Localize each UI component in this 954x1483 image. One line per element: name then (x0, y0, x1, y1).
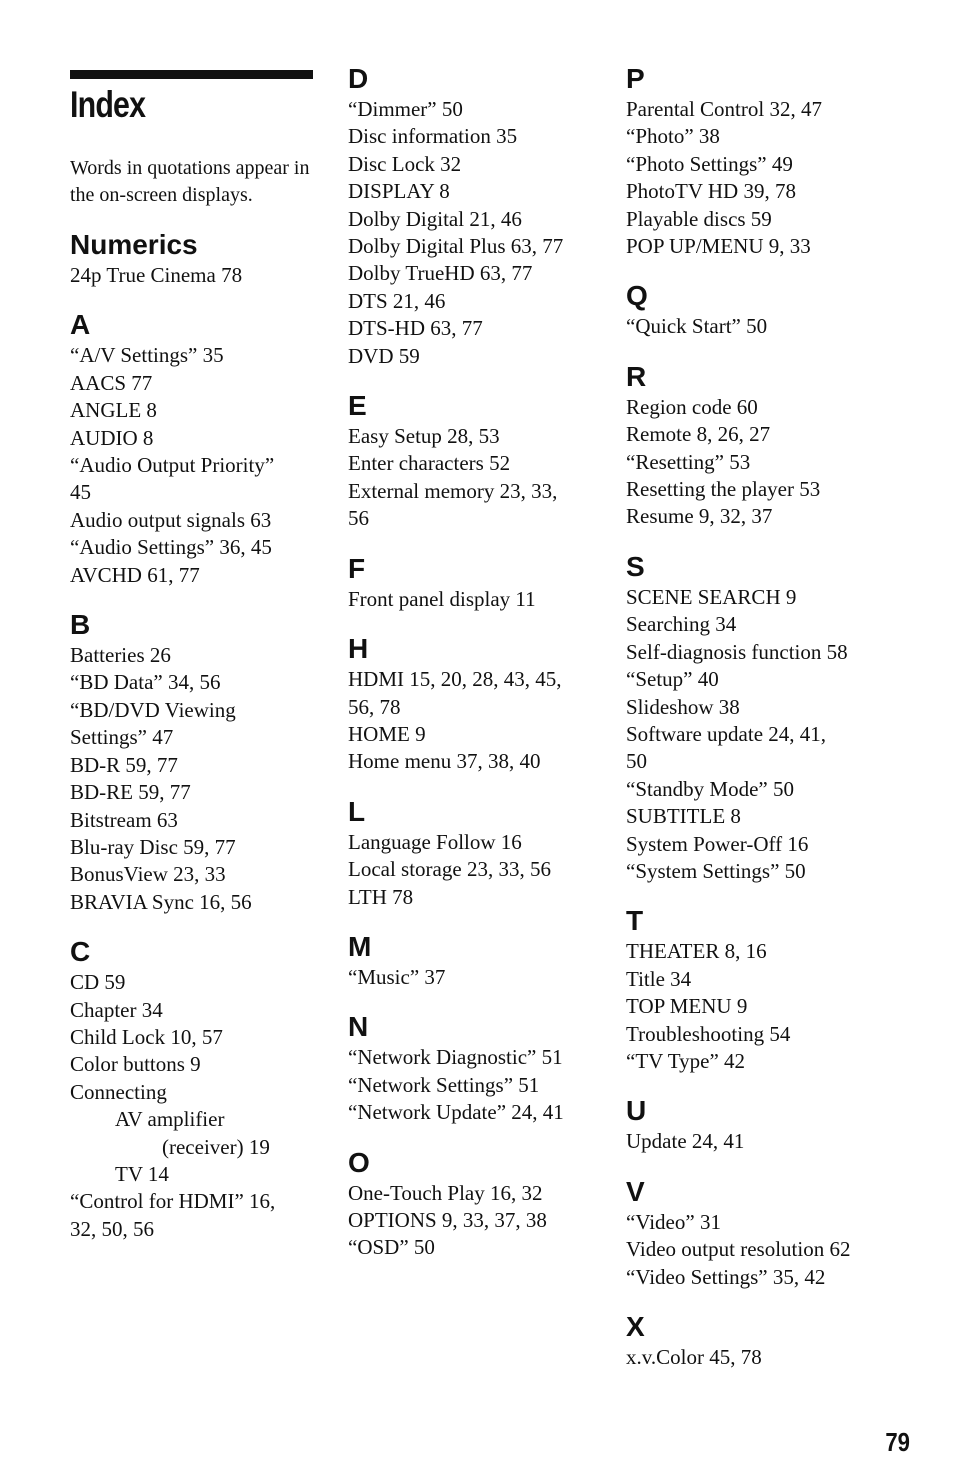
section-heading: P (626, 63, 645, 94)
section-heading: U (626, 1095, 647, 1127)
index-entry: “Standby Mode” 50 (626, 776, 794, 801)
index-entry: “Resetting” 53 (626, 449, 751, 474)
index-entry: “BD/DVD Viewing (70, 697, 236, 722)
index-entry: Disc Lock 32 (348, 151, 462, 176)
index-entry: Settings” 47 (70, 725, 174, 750)
index-entry: “Video Settings” 35, 42 (626, 1264, 826, 1289)
index-entry: TOP MENU 9 (626, 994, 748, 1019)
index-entry: DTS 21, 46 (348, 288, 446, 313)
index-entry: Searching 34 (626, 612, 737, 637)
index-section (70, 608, 320, 916)
section-heading: E (348, 390, 367, 422)
index-entry: 45 (70, 480, 91, 505)
index-entry: Title 34 (626, 966, 692, 991)
index-section (348, 62, 608, 370)
index-section (348, 795, 608, 911)
index-entry: Child Lock 10, 57 (70, 1024, 223, 1049)
section-heading: H (348, 633, 369, 665)
index-entry: “Music” 37 (348, 964, 446, 989)
index-section (626, 904, 906, 1075)
index-entry: BD-R 59, 77 (70, 752, 178, 777)
index-entry: THEATER 8, 16 (626, 939, 767, 964)
index-column-1 (70, 228, 320, 1262)
index-section (626, 1175, 906, 1291)
index-entry: Home menu 37, 38, 40 (348, 749, 541, 774)
index-section (626, 1310, 906, 1371)
index-entry: System Power-Off 16 (626, 831, 809, 856)
index-subentry: TV 14 (115, 1161, 169, 1186)
index-entry: Resume 9, 32, 37 (626, 504, 773, 529)
section-heading: O (348, 1146, 370, 1178)
index-section (348, 552, 608, 613)
index-entry: “Network Update” 24, 41 (348, 1100, 564, 1125)
section-heading: C (70, 936, 91, 968)
index-entry: “Network Settings” 51 (348, 1072, 540, 1097)
section-heading: F (348, 552, 366, 584)
index-entry: “Setup” 40 (626, 667, 719, 692)
index-entry: “Photo Settings” 49 (626, 151, 793, 176)
index-entry: x.v.Color 45, 78 (626, 1345, 762, 1369)
index-entry: “BD Data” 34, 56 (70, 670, 221, 695)
index-entry: Chapter 34 (70, 997, 163, 1022)
index-entry: Bitstream 63 (70, 807, 178, 832)
index-section (626, 1094, 906, 1155)
index-entry: POP UP/MENU 9, 33 (626, 234, 811, 259)
section-heading: V (626, 1175, 645, 1207)
index-entry: Easy Setup 28, 53 (348, 424, 500, 449)
index-entry: Front panel display 11 (348, 586, 536, 611)
section-heading: M (348, 930, 372, 962)
index-entry: Audio output signals 63 (70, 507, 272, 532)
index-entry: Language Follow 16 (348, 829, 522, 854)
index-entry: “Audio Output Priority” (70, 453, 275, 478)
index-entry: Local storage 23, 33, 56 (348, 857, 551, 882)
index-entry: Dolby Digital 21, 46 (348, 206, 522, 231)
index-entry: External memory 23, 33, (348, 478, 558, 503)
index-entry: 50 (626, 749, 647, 774)
index-entry: 32, 50, 56 (70, 1216, 154, 1241)
index-entry: Video output resolution 62 (626, 1237, 851, 1262)
index-column-2 (348, 62, 608, 1281)
index-entry: “TV Type” 42 (626, 1048, 746, 1073)
index-entry: Batteries 26 (70, 643, 171, 668)
index-section (70, 308, 320, 589)
index-section (348, 1146, 608, 1262)
index-entry: Slideshow 38 (626, 694, 740, 719)
index-entry: Region code 60 (626, 394, 758, 419)
index-subentry: AV amplifier (115, 1107, 225, 1132)
index-entry: Remote 8, 26, 27 (626, 422, 771, 447)
index-section (348, 930, 608, 991)
index-entry: Enter characters 52 (348, 451, 511, 476)
page-number: 79 (885, 1427, 910, 1457)
index-entry: BonusView 23, 33 (70, 862, 226, 887)
index-section (348, 632, 608, 776)
section-heading: D (348, 63, 369, 94)
index-section (348, 1010, 608, 1126)
index-section (348, 389, 608, 533)
index-section (626, 550, 906, 885)
index-entry: “Audio Settings” 36, 45 (70, 535, 272, 560)
index-entry: DISPLAY 8 (348, 179, 450, 204)
index-entry: DVD 59 (348, 343, 420, 368)
index-entry: DTS-HD 63, 77 (348, 316, 483, 341)
index-entry: Self-diagnosis function 58 (626, 639, 848, 664)
section-heading: L (348, 795, 366, 827)
index-entry: “A/V Settings” 35 (70, 343, 224, 368)
index-section (626, 279, 906, 340)
index-entry: Troubleshooting 54 (626, 1021, 791, 1046)
section-heading: R (626, 360, 647, 392)
index-entry: 24p True Cinema 78 (70, 263, 243, 287)
index-entry: One-Touch Play 16, 32 (348, 1180, 543, 1205)
section-heading: B (70, 609, 91, 641)
intro-note: Words in quotations appear in the on-screen displays. (70, 157, 310, 206)
index-entry: 56 (348, 506, 369, 531)
index-entry: Blu-ray Disc 59, 77 (70, 834, 236, 859)
index-entry: PhotoTV HD 39, 78 (626, 179, 796, 204)
index-entry: “Video” 31 (626, 1209, 721, 1234)
index-entry: HDMI 15, 20, 28, 43, 45, (348, 667, 562, 692)
section-heading: T (626, 905, 644, 937)
index-entry: SUBTITLE 8 (626, 804, 741, 829)
index-entry: Software update 24, 41, (626, 721, 827, 746)
index-entry: LTH 78 (348, 884, 414, 909)
index-entry: Color buttons 9 (70, 1052, 201, 1077)
index-entry: “OSD” 50 (348, 1235, 435, 1260)
section-heading: N (348, 1011, 369, 1043)
section-heading: S (626, 550, 645, 582)
index-entry: BD-RE 59, 77 (70, 780, 191, 805)
index-column-3 (626, 62, 906, 1390)
index-entry: CD 59 (70, 970, 126, 995)
index-entry: ANGLE 8 (70, 398, 157, 423)
index-entry: AUDIO 8 (70, 425, 154, 450)
index-section (70, 935, 320, 1243)
index-entry: AVCHD 61, 77 (70, 562, 200, 587)
index-entry: AACS 77 (70, 370, 153, 395)
index-entry: “System Settings” 50 (626, 858, 806, 883)
index-entry: Playable discs 59 (626, 206, 772, 231)
section-heading: Numerics (70, 229, 198, 260)
index-section (626, 62, 906, 260)
index-section (70, 228, 320, 289)
section-heading: X (626, 1311, 645, 1342)
index-entry: Update 24, 41 (626, 1129, 745, 1154)
index-subentry: (receiver) 19 (162, 1134, 270, 1159)
page-title: Index (70, 84, 146, 125)
index-entry: HOME 9 (348, 721, 426, 746)
index-entry: “Network Diagnostic” 51 (348, 1045, 563, 1070)
index-entry: Dolby TrueHD 63, 77 (348, 261, 533, 286)
index-entry: “Quick Start” 50 (626, 314, 768, 339)
index-entry: “Photo” 38 (626, 124, 720, 149)
index-entry: OPTIONS 9, 33, 37, 38 (348, 1207, 547, 1232)
index-entry: BRAVIA Sync 16, 56 (70, 889, 252, 914)
index-entry: Resetting the player 53 (626, 477, 821, 502)
index-entry: “Control for HDMI” 16, (70, 1189, 276, 1214)
index-entry: Connecting (70, 1079, 167, 1104)
index-entry: Parental Control 32, 47 (626, 97, 822, 121)
section-heading: Q (626, 280, 648, 312)
index-entry: 56, 78 (348, 694, 401, 719)
index-entry: “Dimmer” 50 (348, 97, 463, 121)
index-entry: Dolby Digital Plus 63, 77 (348, 234, 564, 259)
index-section (626, 360, 906, 531)
title-rule (70, 70, 313, 79)
index-entry: SCENE SEARCH 9 (626, 584, 797, 609)
index-entry: Disc information 35 (348, 124, 518, 149)
section-heading: A (70, 309, 91, 341)
